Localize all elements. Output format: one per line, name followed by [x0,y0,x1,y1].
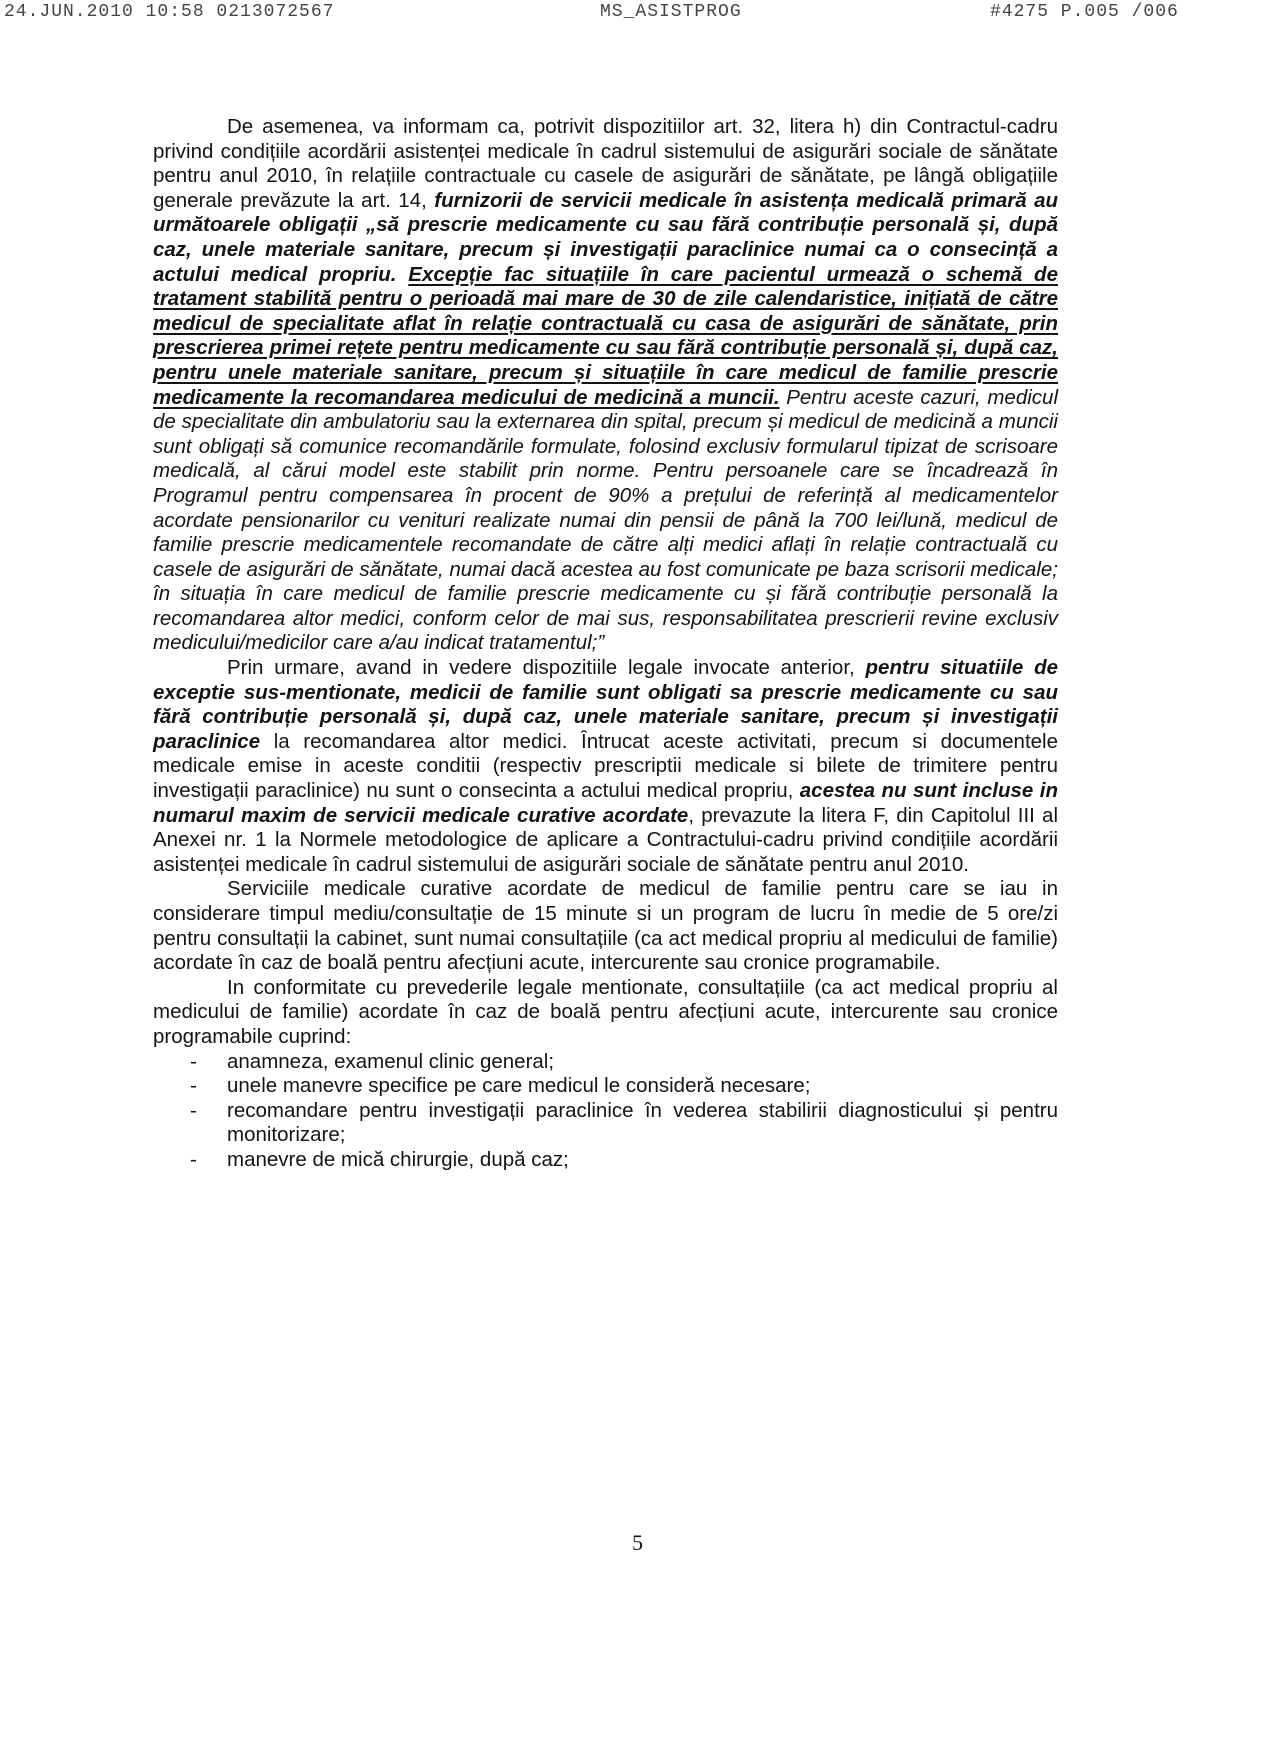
fax-header-right: #4275 P.005 /006 [990,2,1179,22]
paragraph-2 [153,656,1058,877]
p2-text-a: Prin urmare, avand in vedere dispozitiile legale invocate anterior, [227,656,855,680]
fax-header-left: 24.JUN.2010 10:58 0213072567 [4,2,335,22]
list-item-text: manevre de mică chirurgie, după caz; [227,1147,569,1171]
page-number: 5 [632,1530,643,1555]
p1-underlined-exception: Excepție fac situațiile în care pacientul urmează o schemă de tratament stabilită pentru o perioadă mai mare de 30 de zile calendaristice, inițiată de către medicul de specialitate aflat în relație contractuală cu casa de asigurări de sănătate, prin prescrierea primei rețete pentru medicamente cu sau fără contribuție personală și, după caz, pentru unele materiale sanitare, precum și situațiile în care medicul de familie prescrie medicamente la recomandarea medicului de medicină a muncii. [153,262,1058,409]
list-item-text: unele manevre specifice pe care medicul le consideră necesare; [227,1074,811,1098]
list-marker: - [190,1049,197,1073]
paragraph-3: Serviciile medicale curative acordate de medicul de familie pentru care se iau in considerare timpul mediu/consultație de 15 minute si un program de lucru în medie de 5 ore/zi pentru consultații la cabinet, sunt numai consultațiile (ca act medical propriu al medicului de familie) acordate în caz de boală pentru afecțiuni acute, intercurente sau cronice programabile. [153,877,1058,975]
p2-emphasis-a: pentru situatiile de exceptie sus-mentionate, medicii de familie sunt obligati sa prescrie medicamente cu sau fără contribuție personală și, după caz, unele materiale sanitare, precum și investigații paraclinice [153,656,1058,753]
p2-emphasis-b: acestea nu sunt incluse in numarul maxim de servicii medicale curative acordate [153,779,1058,827]
paragraph-1 [153,115,1058,656]
list-item [153,1050,1058,1075]
list-item-text: anamneza, examenul clinic general; [227,1049,555,1073]
consultation-list [153,1050,1058,1173]
p1-italic-quote: Pentru aceste cazuri, medicul de specialitate din ambulatoriu sau la externarea din spital, precum și medicul de medicină a muncii sunt obligați să comunice recomandările formulate, folosind exclusiv formularul tipizat de scrisoare medicală, al cărui model este stabilit prin norme. Pentru persoanele care se încadrează în Programul pentru compensarea în procent de 90% a prețului de referință al medicamentelor acordate pensionarilor cu venituri realizate numai din pensii de până la 700 lei/lună, medicul de familie prescrie medicamentele recomandate de către alți medici aflați în relație contractuală cu casele de asigurări de sănătate, numai dacă acestea au fost comunicate pe baza scrisorii medicale; în situația în care medicul de familie prescrie medicamente cu și fără contribuție personală la recomandarea altor medici, conform celor de mai sus, responsabilitatea prescrierii revine exclusiv medicului/medicilor care a/au indicat tratamentul;” [153,385,1058,655]
list-item-text: recomandare pentru investigații paraclinice în vederea stabilirii diagnosticului și pentru monitorizare; [227,1098,1058,1147]
p1-emphasis: furnizorii de servicii medicale în asistența medicală primară au următoarele obligații „să prescrie medicamente cu sau fără contribuție personală și, după caz, unele materiale sanitare, precum și investigații paraclinice numai ca o consecință a actului medical propriu. [153,188,1059,286]
p2-text-b: la recomandarea altor medici. Întrucat aceste activitati, precum si documentele medicale emise in aceste conditii (respectiv prescriptii medicale si bilete de trimitere pentru investigații paraclinice) nu sunt o consecinta a actului medical propriu, [153,729,1058,803]
paragraph-4: In conformitate cu prevederile legale mentionate, consultațiile (ca act medical propriu al medicului de familie) acordate în caz de boală pentru afecțiuni acute, intercurente sau cronice programabile cuprind: [153,975,1058,1048]
list-item [153,1099,1058,1148]
fax-header [0,0,1275,26]
p2-text-c: , prevazute la litera F, din Capitolul III al Anexei nr. 1 la Normele metodologice de aplicare a Contractului-cadru privind condițiile acordării asistenței medicale în cadrul sistemului de asigurări sociale de sănătate pentru anul 2010. [153,803,1058,876]
list-item [153,1148,1058,1173]
document-body [153,115,1058,1173]
fax-header-center: MS_ASISTPROG [600,2,742,22]
list-marker: - [190,1098,197,1122]
list-item [153,1074,1058,1099]
list-marker: - [190,1074,197,1098]
p1-text: De asemenea, va informam ca, potrivit dispozitiilor art. 32, litera h) din Contractul-cadru privind condițiile acordării asistenței medicale în cadrul sistemului de asigurări sociale de sănătate pentru anul 2010, în relațiile contractuale cu casele de asigurări de sănătate, pe lângă obligațiile generale prevăzute la art. 14, [153,115,1058,212]
list-marker: - [190,1147,197,1171]
